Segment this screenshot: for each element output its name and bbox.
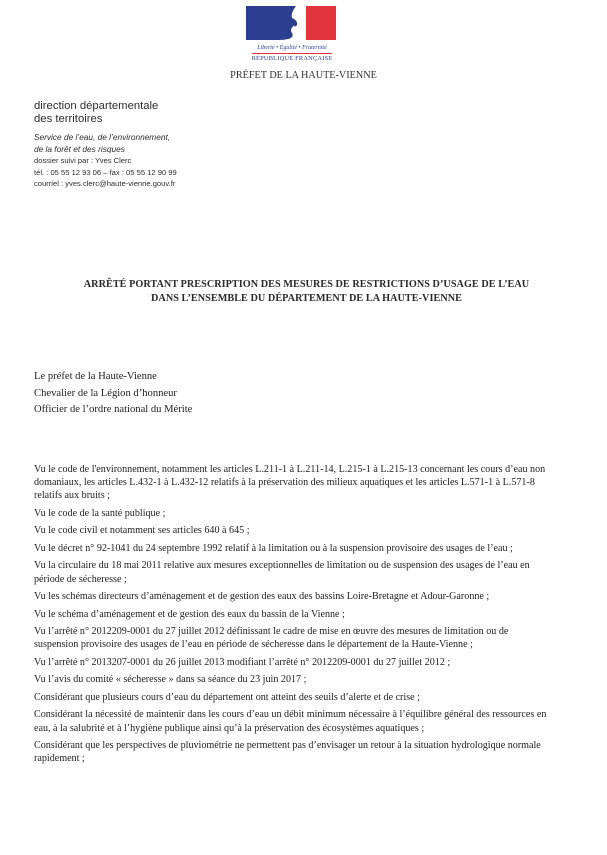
prefet-header: PRÉFET DE LA HAUTE-VIENNE	[230, 70, 377, 81]
direction-line-2: des territoires	[34, 113, 103, 125]
prefect-block	[34, 369, 192, 419]
followed-by: dossier suivi par : Yves Clerc	[34, 156, 132, 165]
visa-item: Vu les schémas directeurs d’aménagement et de gestion des eaux des bassins Loire-Bretagne et Adour-Garonne ;	[34, 591, 490, 603]
prefect-line-3: Officier de l’ordre national du Mérite	[34, 404, 193, 415]
visa-item: Vu le schéma d’aménagement et de gestion des eaux du bassin de la Vienne ;	[34, 608, 345, 620]
title-line-1: ARRÊTÉ PORTANT PRESCRIPTION DES MESURES DE RESTRICTIONS D’USAGE DE L’EAU	[83, 279, 530, 290]
direction-line-1: direction départementale	[34, 100, 159, 112]
phone-fax: tél. : 05 55 12 93 06 – fax : 05 55 12 90 99	[34, 167, 177, 177]
visa-item: Vu l’arrêté n° 2013207-0001 du 26 juillet 2013 modifiant l’arrêté n° 2012209-0001 du 27 juillet 2012 ;	[34, 656, 451, 668]
prefect-line-1: Le préfet de la Haute-Vienne	[34, 371, 157, 382]
visa-item: Vu l’avis du comité « sécheresse » dans sa séance du 23 juin 2017 ;	[34, 674, 307, 686]
title-line-2: DANS L’ENSEMBLE DU DÉPARTEMENT DE LA HAUTE-VIENNE	[151, 293, 462, 304]
service-line-1: Service de l’eau, de l’environnement,	[34, 132, 171, 142]
considerant-item: Considérant que les perspectives de pluviométrie ne permettent pas d’envisager un retour à la situation hydrologique normale rapidement ;	[34, 740, 541, 765]
considerant-item: Considérant que plusieurs cours d’eau du département ont atteint des seuils d’alerte et de crise ;	[34, 691, 420, 703]
document-title	[24, 278, 589, 306]
service-line-2: de la forêt et des risques	[34, 144, 125, 154]
visa-item: Vu le code civil et notamment ses articles 640 à 645 ;	[34, 525, 250, 537]
divider	[252, 53, 332, 54]
service-block	[34, 100, 177, 190]
prefect-line-2: Chevalier de la Légion d’honneur	[34, 387, 177, 399]
service-name	[34, 131, 177, 155]
considerant-item: Considérant la nécessité de maintenir dans les cours d’eau un débit minimum nécessaire à l’équilibre général des ressources en eau, à la salubrité et à l’hygiène publique ainsi qu’à la préservation des écosystèmes aquatiques ;	[34, 709, 547, 734]
republic-text: RÉPUBLIQUE FRANÇAISE	[251, 55, 333, 62]
visa-item: Vu l’arrêté n° 2012209-0001 du 27 juillet 2012 définissant le cadre de mise en œuvre des mesures de limitation ou de suspension provisoire des usages de l’eau en période de sécheresse dans le département de la Haute-Vienne ;	[34, 626, 509, 651]
email: courriel : yves.clerc@haute-vienne.gouv.fr	[34, 179, 176, 188]
visas-list	[34, 463, 554, 770]
motto-text: Liberté • Égalité • Fraternité	[257, 45, 327, 51]
visa-item: Vu la circulaire du 18 mai 2011 relative aux mesures exceptionnelles de limitation ou de suspension des usages de l’eau en période de sécheresse ;	[34, 560, 530, 585]
visa-item: Vu le code de l'environnement, notamment les articles L.211-1 à L.211-14, L.215-1 à L.215-13 concernant les cours d’eau non domaniaux, les articles L.432-1 à L.432-12 relatifs à la préservation des milieux aquatiques et les articles L.571-1 à L.571-8 relatifs aux bruits ;	[34, 464, 546, 502]
marianne-logo	[246, 6, 338, 62]
marianne-profile-icon	[276, 6, 306, 40]
visa-item: Vu le code de la santé publique ;	[34, 507, 166, 519]
tricolor-flag	[246, 6, 336, 40]
visa-item: Vu le décret n° 92-1041 du 24 septembre 1992 relatif à la limitation ou à la suspension provisoire des usages de l’eau ;	[34, 542, 513, 554]
